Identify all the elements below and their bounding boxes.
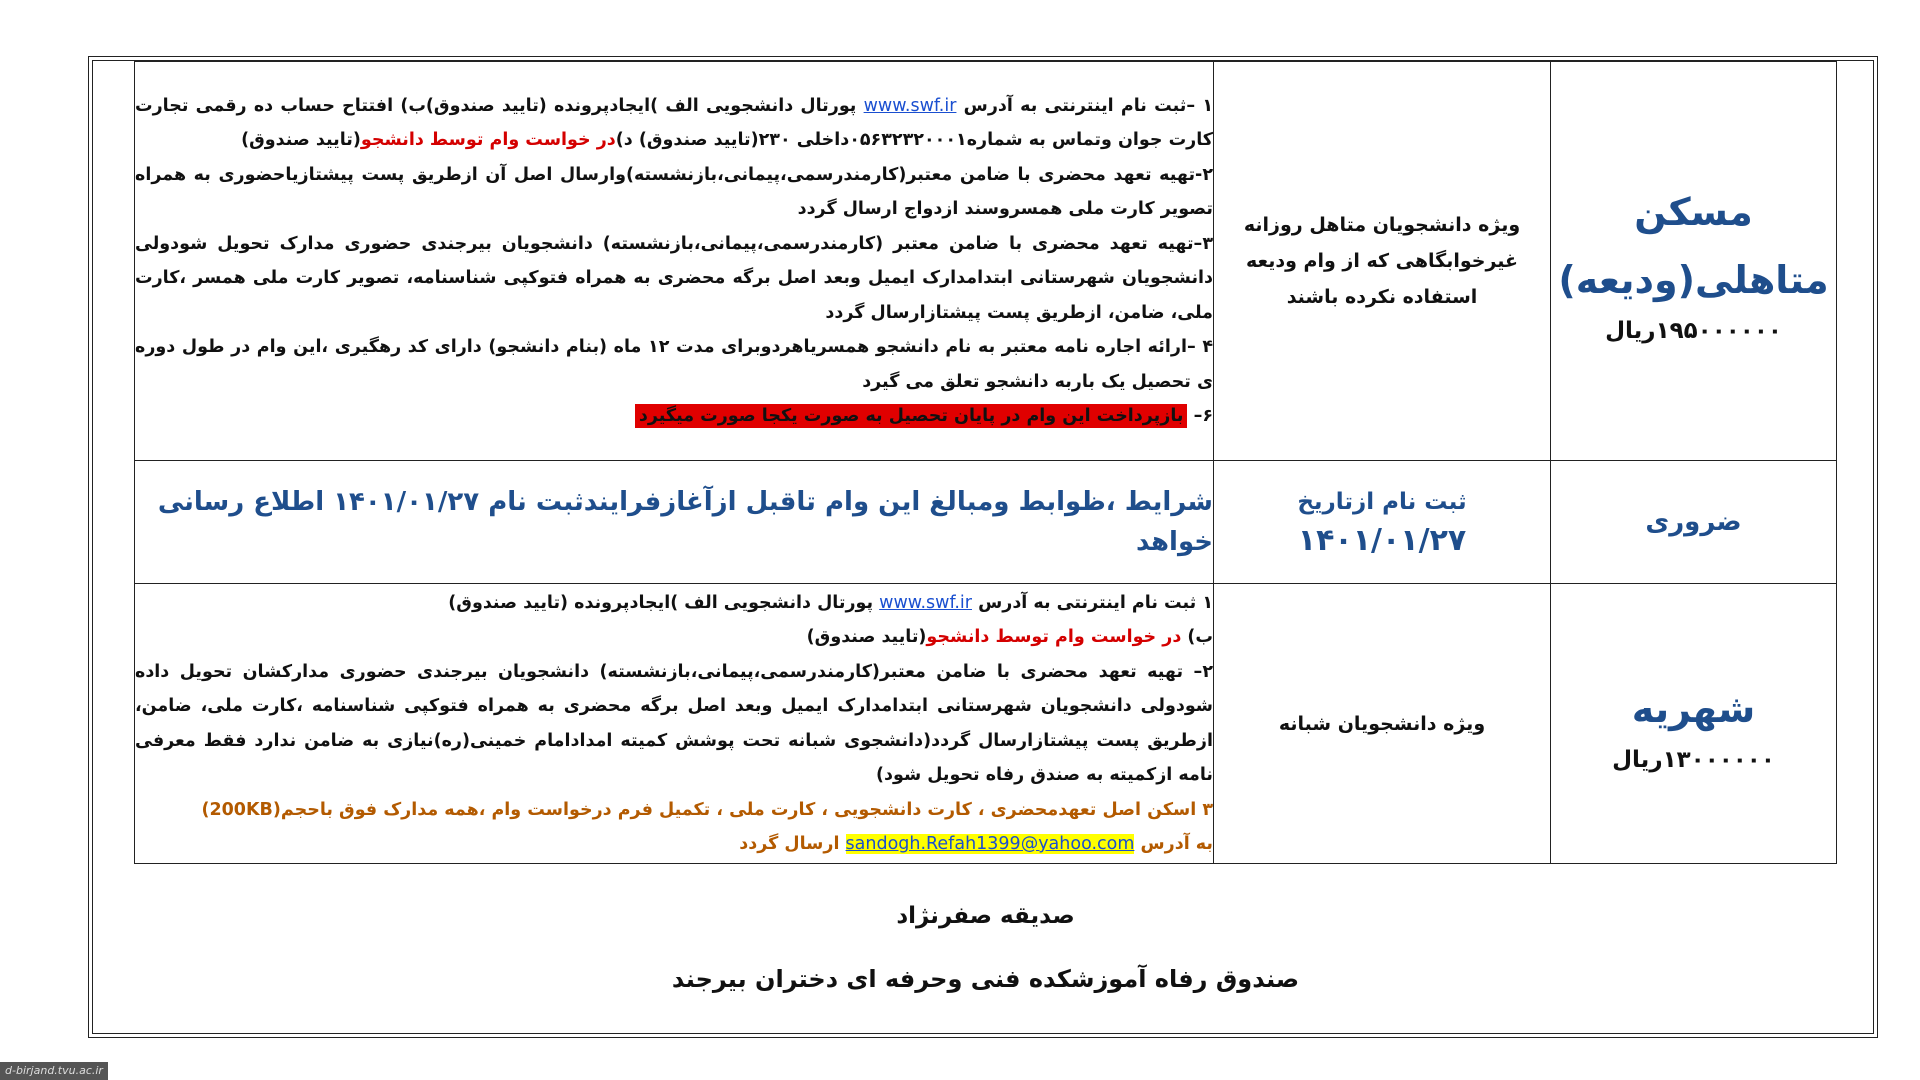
- repayment-note: بازپرداخت این وام در پایان تحصیل به صورت یکجا صورت میگیرد: [635, 404, 1188, 428]
- step-text: ب): [1181, 627, 1213, 647]
- loan-condition-cell: [1214, 461, 1551, 584]
- step-3: ۳–تهیه تعهد محضری با ضامن معتبر (کارمندرسمی،پیمانی،بازنشسته) دانشجویان بیرجندی حضوری مدارک تحویل شودولی دانشجویان شهرستانی ابتدامدارک ایمیل وبعد اصل برگه محضری به همراه فتوکپی شناسنامه، تصویر کارت ملی همسر ،کارت ملی، ضامن، ازطریق پست پیشتازارسال گردد: [135, 233, 1213, 323]
- registration-label: ثبت نام ازتاریخ: [1297, 489, 1467, 515]
- loan-title-cell: [1551, 461, 1837, 584]
- signer-name: صدیقه صفرنژاد: [896, 903, 1075, 929]
- loan-title: شهریه: [1631, 686, 1756, 731]
- step-text: ارسال گردد: [739, 834, 846, 854]
- step-text: به آدرس: [1134, 834, 1213, 854]
- step-text: (تایید صندوق): [241, 130, 361, 150]
- loan-steps-cell: [135, 62, 1214, 461]
- step-text: پورتال دانشجویی الف )ایجادپرونده (تایید صندوق)ب) افتتاح حساب ده رقمی تجارت کارت جوان وتماس به شماره۰۵۶۳۲۳۲۰۰۰۱داخلی ۲۳۰(تایید صندوق) د): [135, 95, 1213, 150]
- loan-title-cell: [1551, 584, 1837, 864]
- organization-name: صندوق رفاه آموزشکده فنی وحرفه ای دختران بیرجند: [671, 965, 1300, 993]
- loan-table: [134, 61, 1837, 864]
- loan-condition-cell: [1214, 584, 1551, 864]
- step-3b: [135, 827, 1213, 862]
- step-text: پورتال دانشجویی الف )ایجادپرونده (تایید صندوق): [448, 592, 880, 613]
- email-link[interactable]: sandogh.Refah1399@yahoo.com: [845, 834, 1135, 854]
- step-3: ۳ اسکن اصل تعهدمحضری ، کارت دانشجویی ، کارت ملی ، تکمیل فرم درخواست وام ،همه مدارک فوق باحجم(200KB): [201, 799, 1213, 820]
- loan-condition-cell: [1214, 62, 1551, 461]
- table-row: [135, 62, 1837, 461]
- loan-title: ضروری: [1645, 507, 1742, 537]
- step-text: ۱ –ثبت نام اینترنتی به آدرس: [956, 95, 1213, 116]
- swf-link[interactable]: www.swf.ir: [863, 95, 957, 116]
- step-4: ۴ –ارائه اجاره نامه معتبر به نام دانشجو همسریاهردوبرای مدت ۱۲ ماه (بنام دانشجو) دارای کد رهگیری ،این وام در طول دوره ی تحصیل یک باربه دانشجو تعلق می گیرد: [135, 337, 1213, 392]
- loan-amount: ۱۳۰۰۰۰۰۰ریال: [1612, 746, 1775, 773]
- step-highlight-red: در خواست وام توسط دانشجو: [926, 627, 1182, 647]
- step-text: (تایید صندوق): [806, 627, 927, 647]
- announcement-text: شرایط ،ظوابط ومبالغ این وام تاقبل ازآغازفرایندثبت نام ۱۴۰۱/۰۱/۲۷ اطلاع رسانی خواهد: [157, 487, 1213, 557]
- step-2: ۲– تهیه تعهد محضری با ضامن معتبر(کارمندرسمی،پیمانی،بازنشسته) دانشجویان بیرجندی حضوری مدارکشان تحویل داده شودولی دانشجویان شهرستانی ابتدامدارک ایمیل وبعد اصل برگه محضری به همراه فتوکپی شناسنامه ،کارت ملی، ضامن، ازطریق پست پیشتازارسال گردد(دانشجوی شبانه تحت پوشش کمیته امدادامام خمینی(ره)نیازی به ضامن ندارد فقط معرفی نامه ازکمیته به صندق رفاه تحویل شود): [135, 661, 1213, 785]
- step-1b: [135, 620, 1213, 655]
- loan-steps-cell: [135, 461, 1214, 584]
- step-text: ۱ ثبت نام اینترنتی به آدرس: [972, 592, 1213, 613]
- loan-condition: ویژه دانشجویان شبانه: [1278, 712, 1486, 735]
- table-row: [135, 584, 1837, 864]
- loan-title-cell: [1551, 62, 1837, 461]
- loan-amount: ۱۹۵۰۰۰۰۰۰ریال: [1605, 318, 1782, 344]
- loan-title: مسکن متاهلی(ودیعه): [1558, 190, 1829, 302]
- table-row: [135, 461, 1837, 584]
- step-1: [135, 586, 1213, 621]
- step-2: ۲-تهیه تعهد محضری با ضامن معتبر(کارمندرسمی،پیمانی،بازنشسته)وارسال اصل آن ازطریق پست پیشتازیاحضوری به همراه تصویر کارت ملی همسروسند ازدواج ارسال گردد: [135, 164, 1213, 219]
- site-watermark: d-birjand.tvu.ac.ir: [0, 1062, 108, 1080]
- swf-link[interactable]: www.swf.ir: [879, 592, 972, 613]
- registration-date: ۱۴۰۱/۰۱/۲۷: [1297, 523, 1467, 558]
- step-6: [135, 399, 1213, 434]
- step-highlight-red: در خواست وام توسط دانشجو: [360, 130, 616, 150]
- loan-condition: ویژه دانشجویان متاهل روزانه غیرخوابگاهی که از وام ودیعه استفاده نکرده باشند: [1243, 214, 1521, 308]
- step-1: [135, 89, 1213, 158]
- loan-steps-cell: [135, 584, 1214, 864]
- step-number: ۶–: [1193, 406, 1213, 426]
